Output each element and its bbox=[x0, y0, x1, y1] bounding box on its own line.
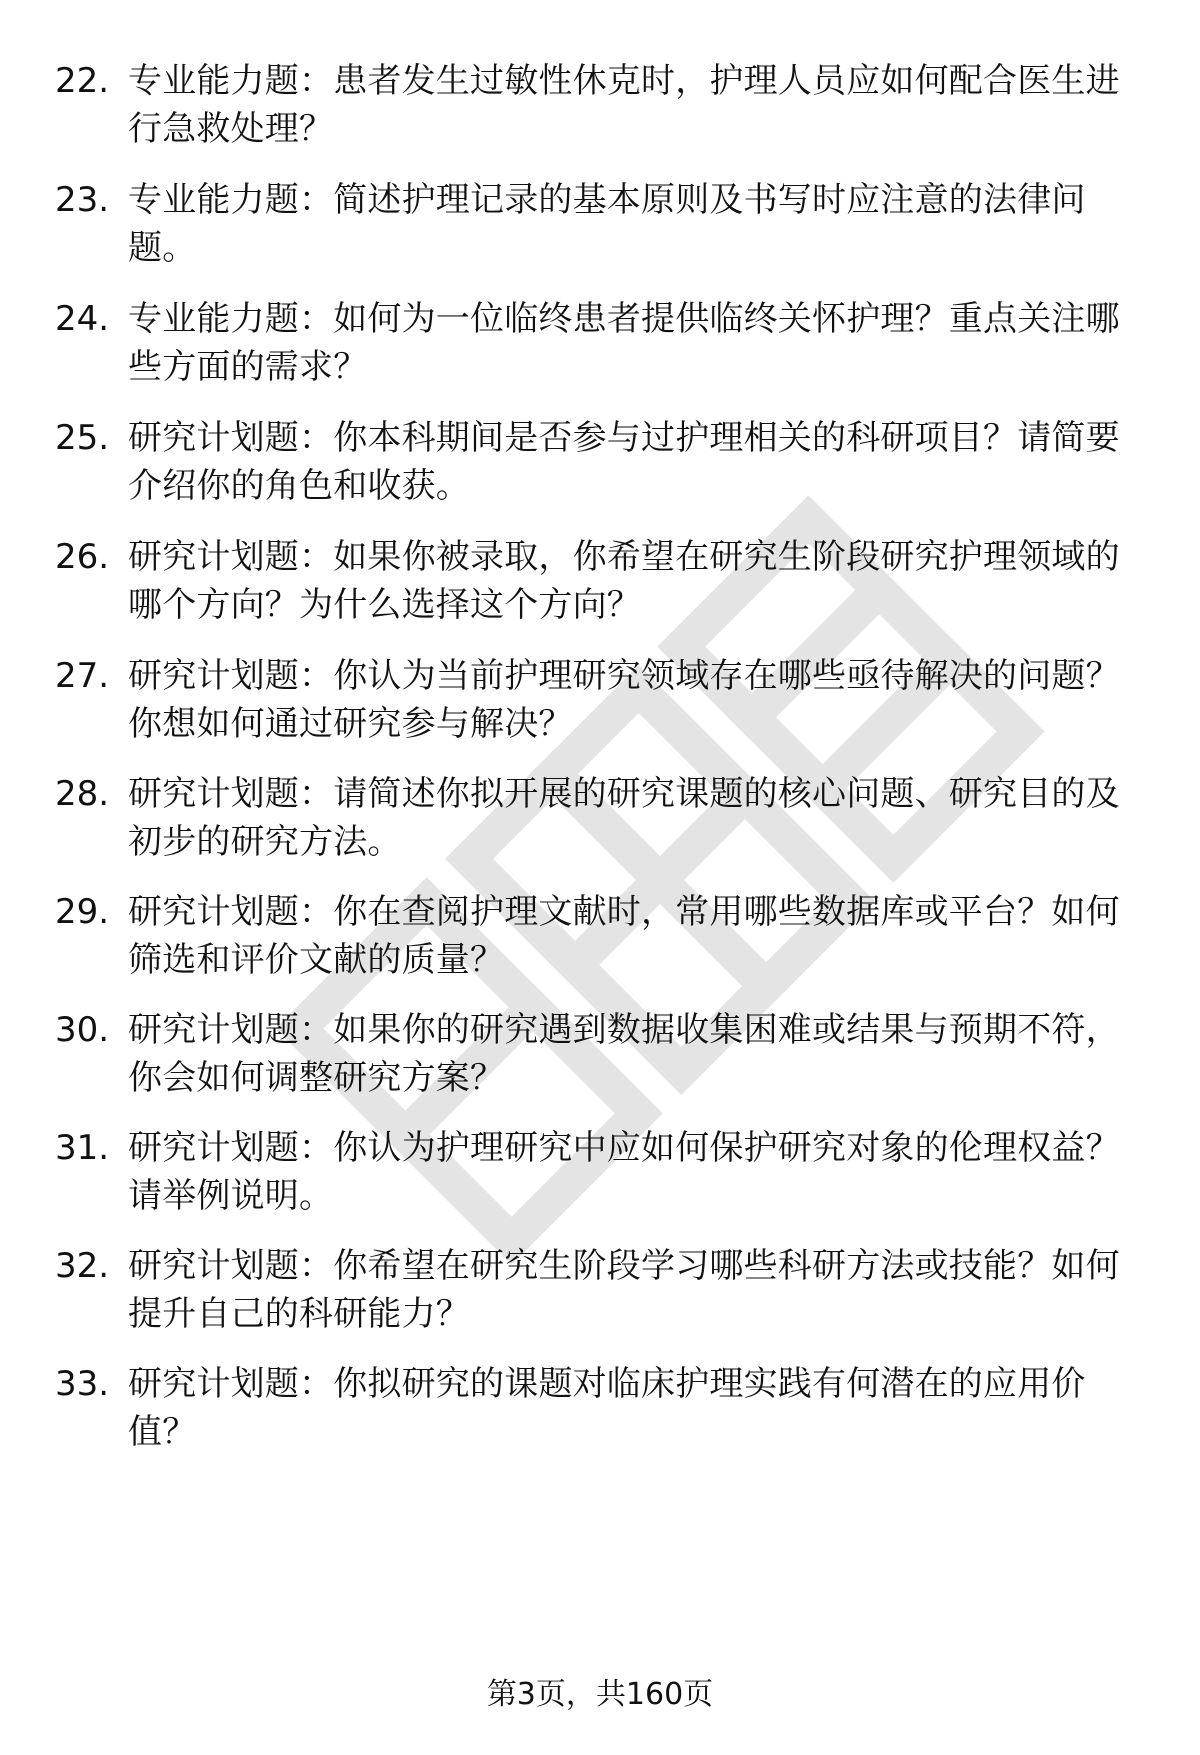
question-text: 研究计划题：如果你的研究遇到数据收集困难或结果与预期不符，你会如何调整研究方案？ bbox=[128, 1010, 1120, 1098]
question-number: 27. bbox=[55, 656, 110, 696]
question-item bbox=[55, 176, 1155, 276]
question-number: 32. bbox=[55, 1246, 110, 1286]
question-text: 专业能力题：如何为一位临终患者提供临终关怀护理？重点关注哪些方面的需求？ bbox=[128, 299, 1120, 387]
question-text: 研究计划题：你在查阅护理文献时，常用哪些数据库或平台？如何筛选和评价文献的质量？ bbox=[128, 892, 1120, 980]
question-text: 研究计划题：你认为当前护理研究领域存在哪些亟待解决的问题？你想如何通过研究参与解决？ bbox=[128, 656, 1120, 744]
question-number: 28. bbox=[55, 774, 110, 814]
question-item bbox=[55, 652, 1155, 752]
question-text: 研究计划题：如果你被录取，你希望在研究生阶段研究护理领域的哪个方向？为什么选择这个方向？ bbox=[128, 537, 1120, 625]
question-item bbox=[55, 533, 1155, 633]
question-number: 24. bbox=[55, 299, 110, 339]
question-number: 23. bbox=[55, 180, 110, 220]
question-number: 29. bbox=[55, 892, 110, 932]
question-item bbox=[55, 1124, 1155, 1224]
question-text: 专业能力题：简述护理记录的基本原则及书写时应注意的法律问题。 bbox=[128, 180, 1086, 268]
question-text: 研究计划题：你拟研究的课题对临床护理实践有何潜在的应用价值？ bbox=[128, 1364, 1086, 1452]
question-number: 31. bbox=[55, 1128, 110, 1168]
question-number: 26. bbox=[55, 537, 110, 577]
question-number: 22. bbox=[55, 61, 110, 101]
page-footer: 第3页，共160页 bbox=[486, 1677, 714, 1712]
question-item bbox=[55, 1242, 1155, 1342]
question-item bbox=[55, 57, 1155, 157]
question-text: 研究计划题：你认为护理研究中应如何保护研究对象的伦理权益？请举例说明。 bbox=[128, 1128, 1120, 1216]
question-number: 33. bbox=[55, 1364, 110, 1404]
question-item bbox=[55, 414, 1155, 514]
question-item bbox=[55, 770, 1155, 870]
question-text: 专业能力题：患者发生过敏性休克时，护理人员应如何配合医生进行急救处理？ bbox=[128, 61, 1120, 149]
question-item bbox=[55, 295, 1155, 395]
question-item bbox=[55, 1360, 1155, 1460]
question-number: 30. bbox=[55, 1010, 110, 1050]
question-text: 研究计划题：请简述你拟开展的研究课题的核心问题、研究目的及初步的研究方法。 bbox=[128, 774, 1120, 862]
question-text: 研究计划题：你希望在研究生阶段学习哪些科研方法或技能？如何提升自己的科研能力？ bbox=[128, 1246, 1120, 1334]
question-item bbox=[55, 888, 1155, 988]
question-item bbox=[55, 1006, 1155, 1106]
question-number: 25. bbox=[55, 418, 110, 458]
question-text: 研究计划题：你本科期间是否参与过护理相关的科研项目？请简要介绍你的角色和收获。 bbox=[128, 418, 1120, 506]
